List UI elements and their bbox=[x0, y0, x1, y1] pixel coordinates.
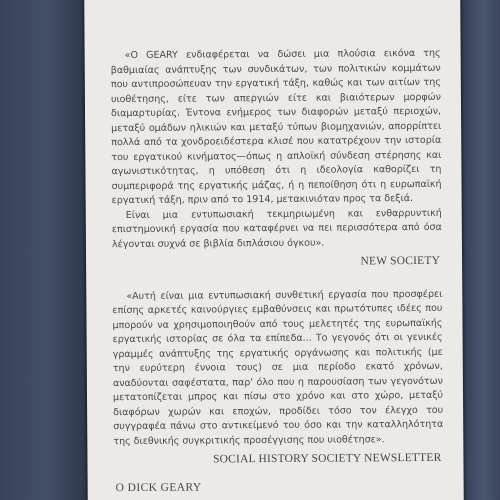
cutoff-author-line: O DICK GEARY bbox=[115, 481, 202, 494]
section-gap bbox=[112, 268, 442, 289]
review-1-source: NEW SOCIETY bbox=[360, 254, 441, 268]
review-2-paragraph-1: «Αυτή είναι μια εντυπωσιακή συνθετική εργασία που προσφέρει επίσης αρκετές καινούργιες εμβαθύνσεις και πρωτότυπες ιδέες που μπορούν να χρησιμοποιηθούν από τους μελετητές της ευρωπαϊκής εργατικής ιστορίας σε όλα τα επίπεδα... Το γεγονός ότι οι γενικές γραμμές ανάπτυξης της εργατικής οργάνωσης και πολιτικής (με την ευρύτερη έννοια τους) σε μια περίοδο εκατό χρόνων, αναδύονται σαφέστατα, παρ' όλο που η παρουσίαση των γεγονότων μετατοπίζεται μπρος και πίσω στο χρόνο και στο χώρο, μεταξύ διαφόρων χωρών και εποχών, προδίδει τόσο τον έλεγχο του συγγραφέα πάνω στο αντικείμενό του όσο και την καταλληλότητα της διεθνικής συγκριτικής προσέγγισης που υιοθέτησε». bbox=[112, 288, 444, 447]
review-2-source: SOCIAL HISTORY SOCIETY NEWSLETTER bbox=[213, 451, 442, 466]
book-back-cover bbox=[84, 0, 464, 500]
review-1-paragraph-1: «Ο GEARY ενδιαφέρεται να δώσει μια πλούσια εικόνα της βαθμιαίας ανάπτυξης των συνδικάτων, των πολιτικών κομμάτων που αντιπροσώπευαν την εργατική τάξη, καθώς και των αιτίων της υιοθέτησης, είτε των απεργιών είτε και βιαιότερων μορφών διαμαρτυρίας. Έντονα ενήμερος των διαφορών μεταξύ περιοχών, μεταξύ ομάδων ηλικιών και μεταξύ τύπων βιομηχανιών, απορρίπτει πολλά από τα χονδροειδέστερα κλισέ που κατατρέχουν την ιστορία του εργατικού κινήματος—όπως η απλοϊκή σύνδεση στέρησης και αγωνιστικότητας, η υπόθεση ότι η ιδεολογία καθορίζει τη συμπεριφορά της εργατικής μάζας, ή η πεποίθηση ότι η ευρωπαϊκή εργατική τάξη, πριν από το 1914, μετακινιόταν προς τα δεξιά. bbox=[110, 47, 442, 207]
review-1-paragraph-2: Είναι μια εντυπωσιακή τεκμηριωμένη και ενθαρρυντική επιστημονική εργασία που καταφέρνει να πει περισσότερα από όσα λέγονται συχνά σε βιβλία διπλάσιου όγκου». bbox=[111, 207, 442, 250]
background-right bbox=[458, 0, 500, 500]
review-text-block bbox=[111, 47, 444, 495]
background-left bbox=[0, 0, 88, 500]
